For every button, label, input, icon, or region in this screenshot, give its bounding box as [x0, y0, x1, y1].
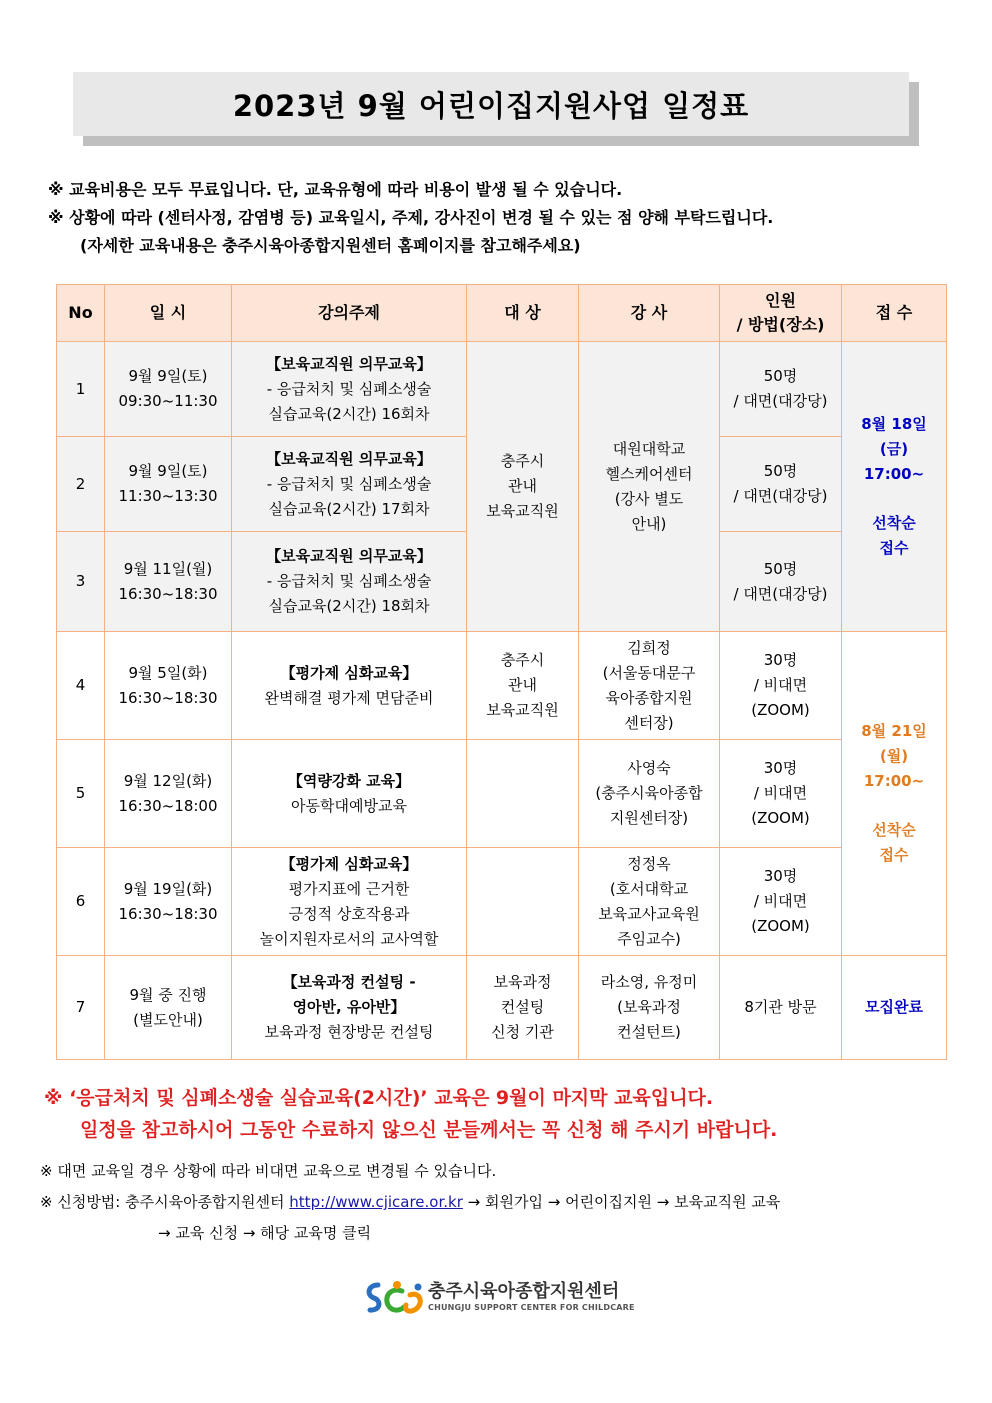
people-line: / 대면(대강당) [733, 392, 828, 410]
group1-target [467, 342, 579, 632]
topic-line: 완벽해결 평가제 면담준비 [264, 688, 434, 707]
group2-reception [842, 632, 947, 956]
date-line: 9월 11일(월) [123, 559, 213, 578]
people-line: / 대면(대강당) [733, 487, 828, 505]
footer-notes [40, 1156, 780, 1249]
time-line: 16:30~18:00 [118, 796, 218, 815]
instructor-line: (보육과정 [617, 998, 681, 1016]
row-topic [232, 848, 467, 956]
row-people [720, 632, 842, 740]
reception-line: 접수 [879, 539, 909, 557]
table-row [57, 848, 947, 956]
reception-line: 8월 18일 [861, 415, 927, 433]
row-topic [232, 740, 467, 848]
target-line: 관내 [508, 477, 537, 495]
homepage-link[interactable]: http://www.cjicare.or.kr [289, 1193, 463, 1211]
date-line: 9월 9일(토) [128, 367, 208, 385]
time-line: 16:30~18:30 [118, 688, 218, 707]
target-line: 보육교직원 [486, 701, 559, 719]
time-line: 09:30~11:30 [118, 392, 218, 410]
topic-title: 【보육교직원 의무교육】 [266, 354, 432, 373]
instructor-line: (충주시육아종합 [595, 784, 703, 802]
target-line: 관내 [508, 676, 537, 694]
row-date [105, 848, 232, 956]
row-instructor [579, 632, 720, 740]
reception-line: 17:00~ [863, 772, 925, 790]
instructor-line: 안내) [631, 514, 667, 533]
reception-line: 선착순 [872, 821, 916, 839]
topic-title: 【평가제 심화교육】 [280, 663, 418, 682]
row-people [720, 437, 842, 532]
date-line: 9월 중 진행 [129, 985, 207, 1004]
row-topic [232, 342, 467, 437]
row-topic [232, 956, 467, 1060]
target-line: 보육교직원 [486, 502, 559, 520]
logo-english: CHUNGJU SUPPORT CENTER FOR CHILDCARE [428, 1303, 635, 1312]
row-date [105, 437, 232, 532]
row-target [467, 848, 579, 956]
row-no: 6 [57, 848, 105, 956]
table-row [57, 956, 947, 1060]
notes [48, 176, 773, 260]
header-topic: 강의주제 [232, 285, 467, 342]
warning-line1: ※ ‘응급처치 및 심폐소생술 실습교육(2시간)’ 교육은 9월이 마지막 교육입니다. [44, 1087, 714, 1109]
people-line: 50명 [763, 559, 798, 578]
topic-line: - 응급처치 및 심폐소생술 [266, 379, 432, 398]
row-no: 4 [57, 632, 105, 740]
people-line: 8기관 방문 [744, 998, 817, 1016]
topic-line: 긍정적 상호작용과 [288, 904, 410, 923]
topic-title: 【보육과정 컨설팅 - [282, 973, 416, 991]
header-target: 대 상 [467, 285, 579, 342]
people-line: (ZOOM) [751, 809, 810, 827]
center-logo-icon [364, 1277, 426, 1319]
row-people [720, 848, 842, 956]
target-line: 충주시 [500, 452, 545, 470]
warning-notice [44, 1082, 777, 1146]
apply-method [40, 1187, 780, 1218]
people-line: 50명 [763, 462, 798, 480]
row-people [720, 956, 842, 1060]
row-date [105, 632, 232, 740]
row-date [105, 956, 232, 1060]
row-topic [232, 632, 467, 740]
note-homepage: (자세한 교육내용은 충주시육아종합지원센터 홈페이지를 참고해주세요) [80, 236, 581, 255]
note-change: ※ 상황에 따라 (센터사정, 감염병 등) 교육일시, 주제, 강사진이 변경 될 수 있는 점 양해 부탁드립니다. [48, 208, 774, 227]
note-cost: ※ 교육비용은 모두 무료입니다. 단, 교육유형에 따라 비용이 발생 될 수 있습니다. [48, 180, 623, 199]
date-line: 9월 19일(화) [123, 879, 213, 898]
row-people [720, 740, 842, 848]
row-target [467, 740, 579, 848]
apply-prefix: ※ 신청방법: 충주시육아종합지원센터 [40, 1193, 285, 1211]
row-reception: 모집완료 [842, 956, 947, 1060]
page-title: 2023년 9월 어린이집지원사업 일정표 [232, 88, 750, 123]
reception-line: (금) [879, 440, 909, 458]
topic-line: - 응급처치 및 심폐소생술 [266, 474, 432, 493]
row-no: 2 [57, 437, 105, 532]
people-line: / 비대면 [753, 784, 808, 802]
reception-line: 8월 21일 [861, 722, 927, 740]
target-line: 충주시 [500, 651, 545, 669]
topic-line: 놀이지원자로서의 교사역할 [259, 929, 439, 948]
instructor-line: 컨설턴트) [617, 1023, 681, 1041]
topic-line: 실습교육(2시간) 17회차 [268, 499, 430, 518]
date-line: 9월 9일(토) [128, 462, 208, 480]
instructor-line: 라소영, 유정미 [600, 973, 698, 991]
header-people-line1: 인원 [765, 291, 796, 310]
people-line: 50명 [763, 367, 798, 385]
group1-instructor [579, 342, 720, 632]
instructor-line: (강사 별도 [614, 489, 684, 508]
instructor-line: 정정옥 [627, 854, 671, 873]
date-line: 9월 5일(화) [128, 663, 208, 682]
people-line: 30명 [763, 867, 798, 885]
table-row [57, 632, 947, 740]
topic-line: 아동학대예방교육 [291, 796, 407, 815]
logo-korean: 충주시육아종합지원센터 [428, 1281, 620, 1302]
instructor-line: 사영숙 [627, 759, 671, 777]
reception-line: 접수 [879, 846, 909, 864]
instructor-line: 육아종합지원 [605, 688, 693, 707]
people-line: / 대면(대강당) [733, 584, 828, 603]
row-instructor [579, 848, 720, 956]
header-instructor: 강 사 [579, 285, 720, 342]
time-line: 11:30~13:30 [118, 487, 218, 505]
time-line: 16:30~18:30 [118, 584, 218, 603]
instructor-line: 센터장) [624, 713, 674, 732]
apply-suffix: → 회원가입 → 어린이집지원 → 보육교직원 교육 [467, 1193, 781, 1211]
warning-line2: 일정을 참고하시어 그동안 수료하지 않으신 분들께서는 꼭 신청 해 주시기 바랍니다. [80, 1119, 778, 1141]
row-no: 1 [57, 342, 105, 437]
target-line: 신청 기관 [491, 1023, 554, 1041]
instructor-line: 대원대학교 [612, 439, 686, 458]
topic-line: 평가지표에 근거한 [288, 879, 410, 898]
header-reception: 접 수 [842, 285, 947, 342]
footer-note1: ※ 대면 교육일 경우 상황에 따라 비대면 교육으로 변경될 수 있습니다. [40, 1162, 497, 1180]
table-header-row [57, 285, 947, 342]
row-topic [232, 437, 467, 532]
row-topic [232, 532, 467, 632]
header-no: No [57, 285, 105, 342]
row-no: 3 [57, 532, 105, 632]
reception-line: 17:00~ [863, 465, 925, 483]
topic-line: 보육과정 현장방문 컨설팅 [264, 1023, 434, 1041]
people-line: (ZOOM) [751, 917, 810, 935]
people-line: (ZOOM) [751, 701, 810, 719]
row-target [467, 956, 579, 1060]
target-line: 컨설팅 [500, 998, 545, 1016]
target-line: 보육과정 [493, 973, 552, 991]
row-date [105, 740, 232, 848]
date-line: 9월 12일(화) [123, 771, 213, 790]
header-people-line2: / 방법(장소) [736, 315, 825, 334]
people-line: / 비대면 [753, 676, 808, 694]
topic-line: - 응급처치 및 심폐소생술 [266, 572, 432, 590]
instructor-line: 김희정 [627, 638, 671, 657]
row-target [467, 632, 579, 740]
row-no: 7 [57, 956, 105, 1060]
reception-line: 선착순 [872, 514, 916, 532]
time-line: (별도안내) [133, 1010, 203, 1029]
row-instructor [579, 740, 720, 848]
topic-title: 【역량강화 교육】 [287, 771, 411, 790]
row-instructor [579, 956, 720, 1060]
topic-title: 【보육교직원 의무교육】 [266, 449, 432, 468]
table-row [57, 342, 947, 437]
instructor-line: 지원센터장) [609, 809, 689, 827]
people-line: 30명 [763, 759, 798, 777]
people-line: / 비대면 [753, 892, 808, 910]
reception-line: (월) [879, 747, 909, 765]
row-people [720, 342, 842, 437]
topic-title: 영아반, 유아반】 [292, 998, 406, 1016]
group1-reception [842, 342, 947, 632]
instructor-line: (서울동대문구 [602, 663, 696, 682]
apply-line2: → 교육 신청 → 해당 교육명 클릭 [158, 1224, 372, 1242]
people-line: 30명 [763, 651, 798, 669]
instructor-line: 보육교사교육원 [598, 904, 700, 923]
header-date: 일 시 [105, 285, 232, 342]
time-line: 16:30~18:30 [118, 904, 218, 923]
row-date [105, 532, 232, 632]
instructor-line: 헬스케어센터 [605, 464, 693, 483]
header-people [720, 285, 842, 342]
instructor-line: (호서대학교 [609, 879, 689, 898]
topic-title: 【보육교직원 의무교육】 [266, 547, 432, 565]
center-logo [364, 1277, 635, 1319]
schedule-table [56, 284, 947, 1060]
table-row [57, 740, 947, 848]
title-box [73, 72, 909, 136]
topic-title: 【평가제 심화교육】 [280, 854, 418, 873]
topic-line: 실습교육(2시간) 18회차 [268, 597, 430, 615]
row-people [720, 532, 842, 632]
title-banner [73, 72, 919, 146]
row-no: 5 [57, 740, 105, 848]
instructor-line: 주임교수) [617, 929, 681, 948]
topic-line: 실습교육(2시간) 16회차 [268, 404, 430, 423]
row-date [105, 342, 232, 437]
